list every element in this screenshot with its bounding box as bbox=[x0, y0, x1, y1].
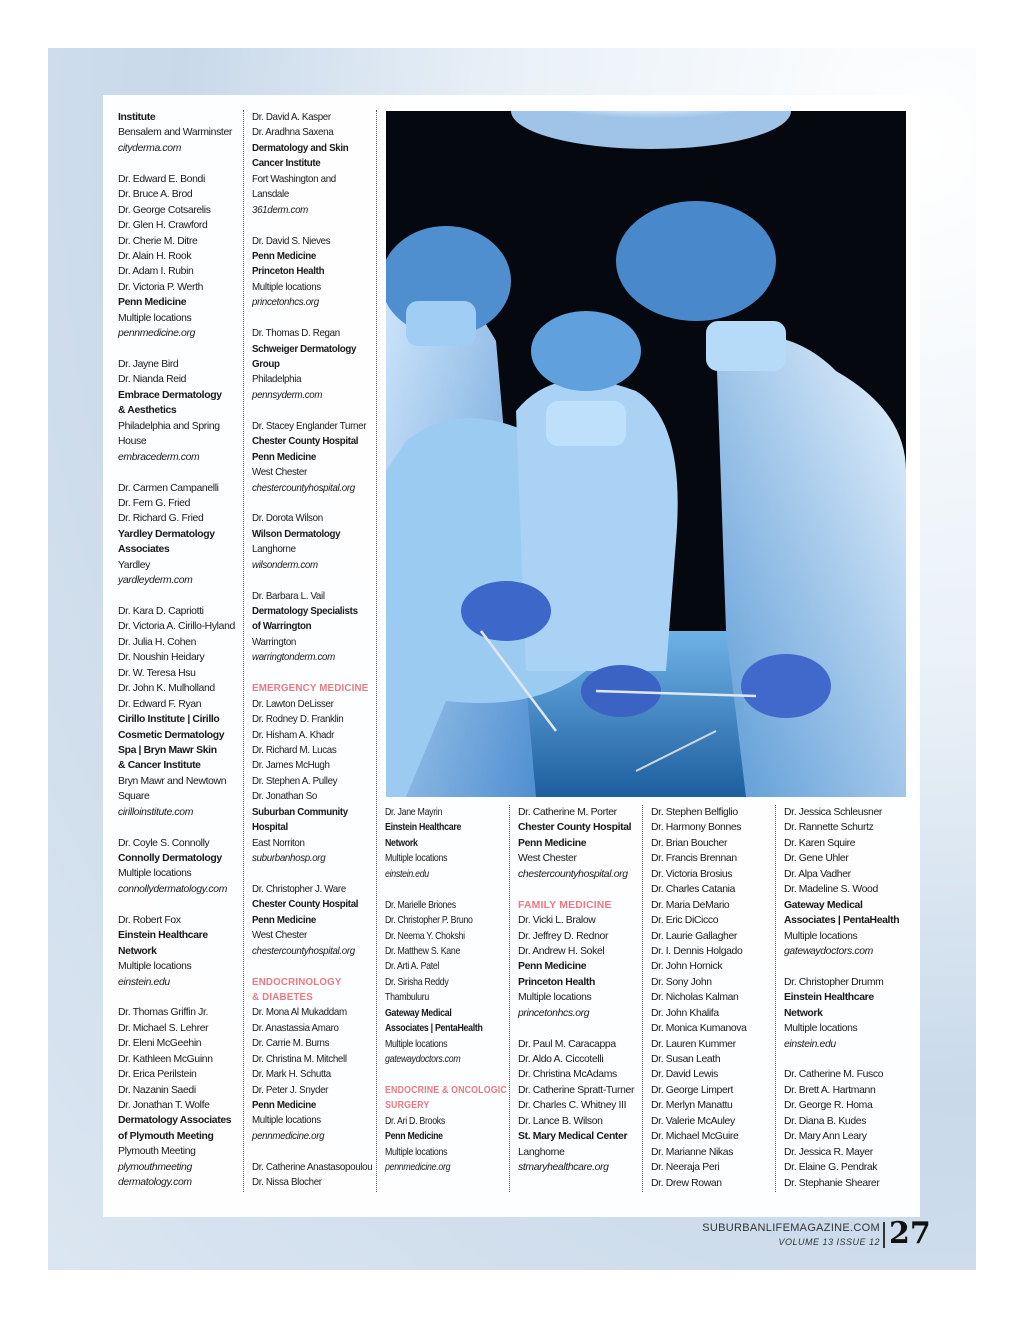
listing-line: Dr. Diana B. Kudes bbox=[784, 1115, 867, 1127]
listing-line: Dr. Eric DiCicco bbox=[651, 915, 719, 927]
listing-org: Dermatology and Skin bbox=[252, 142, 349, 154]
listing-line: Dr. Jayne Bird bbox=[118, 359, 179, 370]
listing-line: Dr. Stephanie Shearer bbox=[784, 1177, 880, 1189]
listing-line: Yardley bbox=[118, 559, 151, 571]
listing-line: Dr. Mona Al Mukaddam bbox=[252, 1007, 347, 1019]
listing-org: Embrace Dermatology bbox=[118, 389, 222, 401]
listing-line: Dr. Carrie M. Burns bbox=[252, 1038, 330, 1050]
section-heading: & DIABETES bbox=[252, 991, 313, 1003]
listing-line: Langhorne bbox=[252, 544, 296, 556]
listing-website: chestercountyhospital.org bbox=[518, 868, 628, 880]
listing-line: Dr. Vicki L. Bralow bbox=[518, 915, 596, 927]
spacer bbox=[252, 218, 365, 233]
column-5 bbox=[651, 805, 773, 1191]
listing-org: Cancer Institute bbox=[252, 158, 321, 170]
listing-line: Dr. David Lewis bbox=[651, 1069, 718, 1081]
listing-line: Dr. Mark H. Schutta bbox=[252, 1069, 331, 1081]
listing-line: Dr. Nissa Blocher bbox=[252, 1177, 322, 1189]
spacer bbox=[118, 342, 236, 357]
listing-website: pennmedicine.org bbox=[118, 328, 196, 340]
listing-line: Dr. Victoria A. Cirillo-Hyland bbox=[118, 621, 235, 633]
listing-org: Chester County Hospital bbox=[252, 899, 359, 911]
listing-org: Yardley Dermatology bbox=[118, 528, 215, 540]
listing-line: Dr. Carmen Campanelli bbox=[118, 482, 219, 494]
listing-line: Dr. George Limpert bbox=[651, 1084, 734, 1096]
listing-line: Dr. Monica Kumanova bbox=[651, 1023, 747, 1035]
listing-line: Dr. Nianda Reid bbox=[118, 374, 187, 386]
listing-line: Dr. Catherine M. Porter bbox=[518, 807, 617, 818]
spacer bbox=[784, 1052, 906, 1067]
listing-line: Dr. Lauren Kummer bbox=[651, 1038, 736, 1050]
listing-org: of Plymouth Meeting bbox=[118, 1130, 214, 1142]
listing-line: Dr. Neeraja Peri bbox=[651, 1162, 720, 1174]
listing-website: gatewaydoctors.com bbox=[784, 945, 873, 957]
listing-line: Bensalem and Warminster bbox=[118, 127, 232, 139]
listing-line: East Norriton bbox=[252, 837, 305, 849]
listing-org: Penn Medicine bbox=[252, 1100, 316, 1111]
listing-org: Princeton Health bbox=[252, 266, 325, 278]
listing-line: Dr. Alpa Vadher bbox=[784, 868, 851, 880]
listing-line: Dr. Catherine Spratt-Turner bbox=[518, 1084, 635, 1096]
listing-line: Dr. Christina M. Mitchell bbox=[252, 1053, 347, 1065]
listing-line: Dr. Catherine M. Fusco bbox=[784, 1069, 884, 1081]
listing-org: Penn Medicine bbox=[252, 451, 316, 463]
listing-line: Dr. Coyle S. Connolly bbox=[118, 837, 210, 849]
listing-line: Philadelphia and Spring bbox=[118, 420, 220, 432]
listing-line: Plymouth Meeting bbox=[118, 1146, 196, 1158]
listing-website: princetonhcs.org bbox=[252, 297, 319, 309]
listing-org: Gateway Medical bbox=[784, 899, 863, 911]
listing-line: Dr. Sirisha Reddy bbox=[385, 976, 449, 988]
spacer bbox=[385, 1067, 488, 1082]
listing-line: Dr. Michael S. Lehrer bbox=[118, 1022, 209, 1034]
listing-org: Princeton Health bbox=[518, 976, 595, 988]
listing-line: Lansdale bbox=[252, 189, 289, 201]
listing-website: princetonhcs.org bbox=[518, 1007, 590, 1019]
listing-org: Einstein Healthcare bbox=[385, 822, 462, 834]
listing-line: Dr. Kathleen McGuinn bbox=[118, 1053, 213, 1065]
spacer bbox=[118, 820, 236, 835]
listing-org: Suburban Community bbox=[252, 806, 348, 818]
listing-line: Multiple locations bbox=[118, 961, 192, 973]
listing-line: Dr. Nazanin Saedi bbox=[118, 1084, 196, 1096]
listing-line: Multiple locations bbox=[118, 312, 192, 324]
listing-line: Dr. Charles Catania bbox=[651, 884, 736, 896]
listing-org: & Aesthetics bbox=[118, 405, 177, 417]
listing-website: suburbanhosp.org bbox=[252, 853, 326, 864]
listing-line: Dr. Hisham A. Khadr bbox=[252, 729, 335, 741]
listing-line: Dr. Brian Boucher bbox=[651, 837, 728, 849]
listing-line: Dr. Alain H. Rook bbox=[118, 250, 192, 262]
listing-line: Dr. Christopher Drumm bbox=[784, 976, 884, 988]
listing-line: Dr. Laurie Gallagher bbox=[651, 930, 737, 942]
listing-line: House bbox=[118, 436, 147, 448]
listing-line: Dr. Jeffrey D. Rednor bbox=[518, 930, 609, 942]
listing-line: Dr. Edward F. Ryan bbox=[118, 698, 202, 710]
listing-line: Dr. Peter J. Snyder bbox=[252, 1084, 329, 1096]
listing-line: Dr. Cherie M. Ditre bbox=[118, 235, 198, 247]
listing-org: Penn Medicine bbox=[518, 961, 587, 973]
listing-website: pennsyderm.com bbox=[252, 389, 323, 401]
listing-org: Spa | Bryn Mawr Skin bbox=[118, 744, 217, 756]
column-2 bbox=[252, 110, 373, 1191]
listing-line: Dr. Christopher J. Ware bbox=[252, 883, 346, 895]
listing-line: Dr. Ari D. Brooks bbox=[385, 1115, 446, 1127]
footer-divider bbox=[883, 1222, 885, 1248]
listing-line: Dr. Stacey Englander Turner bbox=[252, 420, 367, 432]
listing-line: Dr. Jane Mayrin bbox=[385, 807, 443, 818]
listing-line: Dr. Brett A. Hartmann bbox=[784, 1084, 876, 1096]
listing-line: Dr. W. Teresa Hsu bbox=[118, 667, 196, 679]
listing-line: Dr. Victoria P. Werth bbox=[118, 281, 204, 293]
listing-line: Dr. Jonathan T. Wolfe bbox=[118, 1100, 210, 1111]
listing-org: of Warrington bbox=[252, 621, 312, 633]
listing-line: Dr. Jonathan So bbox=[252, 791, 317, 803]
page-number: 27 bbox=[889, 1216, 931, 1251]
listing-line: Dr. Lance B. Wilson bbox=[518, 1115, 603, 1127]
listing-org: Einstein Healthcare bbox=[784, 992, 874, 1004]
listing-line: Dr. Mary Ann Leary bbox=[784, 1131, 867, 1143]
listing-line: Dr. John K. Mulholland bbox=[118, 683, 215, 695]
listing-line: West Chester bbox=[252, 467, 307, 479]
column-1 bbox=[118, 110, 236, 1191]
listing-line: Dr. Harmony Bonnes bbox=[651, 822, 742, 834]
listing-line: Dr. Susan Leath bbox=[651, 1054, 721, 1065]
listing-line: Dr. Bruce A. Brod bbox=[118, 189, 193, 201]
column-3 bbox=[385, 805, 507, 1176]
listing-line: Dr. I. Dennis Holgado bbox=[651, 945, 743, 957]
listing-org: Group bbox=[252, 359, 280, 370]
spacer bbox=[252, 496, 365, 511]
column-divider bbox=[243, 110, 244, 1192]
listing-website: dermatology.com bbox=[118, 1177, 192, 1189]
listing-line: Multiple locations bbox=[118, 868, 192, 880]
listing-line: Dr. Andrew H. Sokel bbox=[518, 945, 605, 957]
column-6 bbox=[784, 805, 906, 1191]
listing-line: Dr. George R. Homa bbox=[784, 1100, 873, 1112]
listing-line: Dr. Rannette Schurtz bbox=[784, 822, 874, 834]
listing-org: Associates | PentaHealth bbox=[784, 915, 900, 927]
listing-line: Dr. Christina McAdams bbox=[518, 1069, 617, 1081]
listing-org: Wilson Dermatology bbox=[252, 528, 341, 540]
listing-line: West Chester bbox=[252, 930, 307, 942]
listing-website: cityderma.com bbox=[118, 142, 182, 154]
listing-line: Dr. Merlyn Manattu bbox=[651, 1100, 733, 1112]
listing-line: Dr. Christopher P. Bruno bbox=[385, 915, 473, 927]
listing-line: Dr. Dorota Wilson bbox=[252, 513, 323, 525]
spacer bbox=[118, 465, 236, 480]
listing-website: gatewaydoctors.com bbox=[385, 1054, 461, 1065]
listing-line: Dr. Gene Uhler bbox=[784, 853, 849, 865]
listing-org: Institute bbox=[118, 112, 156, 123]
listing-org: Schweiger Dermatology bbox=[252, 343, 357, 355]
listing-website: plymouthmeeting bbox=[118, 1161, 192, 1173]
listing-website: 361derm.com bbox=[252, 204, 308, 216]
section-heading: ENDOCRINOLOGY bbox=[252, 976, 342, 988]
listing-line: Dr. Thomas Griffin Jr. bbox=[118, 1007, 209, 1019]
listing-line: Multiple locations bbox=[385, 853, 448, 865]
column-divider bbox=[775, 805, 776, 1192]
listing-line: Dr. Victoria Brosius bbox=[651, 868, 733, 880]
listing-website: wilsonderm.com bbox=[252, 559, 318, 571]
listing-line: Multiple locations bbox=[385, 1146, 448, 1158]
listing-line: Dr. James McHugh bbox=[252, 760, 330, 772]
listing-line: Dr. Julia H. Cohen bbox=[118, 636, 197, 648]
listing-line: Dr. Catherine Anastasopoulou bbox=[252, 1161, 373, 1173]
listing-line: Dr. Michael McGuire bbox=[651, 1131, 739, 1143]
listing-line: Dr. Robert Fox bbox=[118, 914, 181, 926]
listing-org: Penn Medicine bbox=[118, 297, 187, 309]
listing-org: Chester County Hospital bbox=[252, 436, 359, 448]
listing-line: Dr. Stephen A. Pulley bbox=[252, 775, 338, 787]
listing-line: Multiple locations bbox=[252, 1115, 321, 1127]
listing-org: Chester County Hospital bbox=[518, 822, 632, 834]
listing-org: Associates | PentaHealth bbox=[385, 1023, 483, 1035]
listing-website: chestercountyhospital.org bbox=[252, 482, 355, 494]
listing-org: Connolly Dermatology bbox=[118, 853, 222, 864]
listing-org: & Cancer Institute bbox=[118, 760, 201, 772]
listing-line: Dr. Paul M. Caracappa bbox=[518, 1038, 616, 1050]
listing-org: Cirillo Institute | Cirillo bbox=[118, 714, 220, 726]
listing-org: Network bbox=[385, 837, 418, 849]
listing-line: Dr. Karen Squire bbox=[784, 837, 856, 849]
listing-line: Philadelphia bbox=[252, 374, 302, 386]
listing-line: Dr. Arti A. Patel bbox=[385, 961, 440, 973]
listing-line: Square bbox=[118, 791, 150, 803]
spacer bbox=[518, 1021, 640, 1036]
footer-issue: VOLUME 13 ISSUE 12 bbox=[778, 1237, 880, 1247]
listing-website: pennmedicine.org bbox=[252, 1130, 325, 1142]
listing-website: einstein.edu bbox=[385, 868, 429, 880]
spacer bbox=[252, 311, 365, 326]
column-divider bbox=[509, 805, 510, 1192]
listing-line: Dr. Nicholas Kalman bbox=[651, 992, 739, 1004]
listing-line: Dr. Glen H. Crawford bbox=[118, 220, 208, 232]
listing-line: Dr. Jessica R. Mayer bbox=[784, 1146, 873, 1158]
listing-line: Dr. Matthew S. Kane bbox=[385, 945, 461, 957]
listing-website: warringtonderm.com bbox=[252, 652, 335, 664]
section-heading: EMERGENCY MEDICINE bbox=[252, 683, 369, 695]
listing-website: chestercountyhospital.org bbox=[252, 945, 355, 957]
column-4 bbox=[518, 805, 640, 1176]
listing-line: Dr. Valerie McAuley bbox=[651, 1115, 735, 1127]
listing-line: Dr. Drew Rowan bbox=[651, 1177, 722, 1189]
listing-line: Langhorne bbox=[518, 1146, 565, 1158]
listing-line: Multiple locations bbox=[518, 992, 592, 1004]
listing-line: Dr. Madeline S. Wood bbox=[784, 884, 878, 896]
listing-line: Warrington bbox=[252, 636, 297, 648]
listing-org: Penn Medicine bbox=[252, 914, 316, 926]
listing-org: Einstein Healthcare bbox=[118, 930, 208, 942]
listing-line: Dr. Sony John bbox=[651, 976, 712, 988]
listing-website: cirilloinstitute.com bbox=[118, 806, 193, 818]
listing-line: Dr. Edward E. Bondi bbox=[118, 173, 205, 185]
listing-line: Dr. Marianne Nikas bbox=[651, 1146, 734, 1158]
column-divider bbox=[376, 110, 377, 1192]
listing-line: Dr. John Hornick bbox=[651, 961, 723, 973]
listing-line: Dr. David S. Nieves bbox=[252, 235, 331, 247]
listing-website: stmaryhealthcare.org bbox=[518, 1162, 609, 1174]
listing-line: Dr. Thomas D. Regan bbox=[252, 328, 340, 340]
listing-line: Dr. Jessica Schleusner bbox=[784, 807, 882, 818]
listing-line: Dr. Charles C. Whitney III bbox=[518, 1100, 627, 1112]
listing-line: Dr. Marielle Briones bbox=[385, 899, 456, 911]
spacer bbox=[118, 156, 236, 171]
listing-org: Penn Medicine bbox=[252, 250, 316, 262]
listing-line: Bryn Mawr and Newtown bbox=[118, 775, 227, 787]
section-heading: SURGERY bbox=[385, 1100, 430, 1112]
listing-website: einstein.edu bbox=[784, 1038, 836, 1050]
listing-line: Dr. Erica Perilstein bbox=[118, 1069, 197, 1081]
listing-line: Dr. Elaine G. Pendrak bbox=[784, 1162, 878, 1174]
listing-org: Cosmetic Dermatology bbox=[118, 729, 225, 741]
listing-line: Dr. Aradhna Saxena bbox=[252, 127, 334, 139]
listing-line: Dr. Rodney D. Franklin bbox=[252, 714, 344, 726]
listing-org: Dermatology Associates bbox=[118, 1115, 232, 1127]
listing-website: yardleyderm.com bbox=[118, 575, 193, 587]
section-heading: FAMILY MEDICINE bbox=[518, 899, 612, 911]
listing-org: Associates bbox=[118, 544, 170, 556]
column-divider bbox=[642, 805, 643, 1192]
listing-line: Dr. Anastassia Amaro bbox=[252, 1022, 339, 1034]
listing-line: Dr. Neema Y. Chokshi bbox=[385, 930, 465, 942]
listing-line: Multiple locations bbox=[252, 281, 321, 293]
spacer bbox=[518, 882, 640, 897]
listing-org: Hospital bbox=[252, 822, 288, 834]
listing-org: Network bbox=[118, 945, 157, 957]
listing-line: Dr. Richard M. Lucas bbox=[252, 744, 337, 756]
listing-line: Thambuluru bbox=[385, 992, 430, 1004]
listing-website: pennmedicine.org bbox=[385, 1162, 451, 1174]
listing-line: Dr. Aldo A. Ciccotelli bbox=[518, 1054, 604, 1065]
listing-line: Dr. Eleni McGeehin bbox=[118, 1038, 202, 1050]
listing-org: Dermatology Specialists bbox=[252, 606, 358, 617]
spacer bbox=[784, 959, 906, 974]
spacer bbox=[118, 589, 236, 604]
listing-line: Dr. Fern G. Fried bbox=[118, 497, 190, 509]
listing-line: Dr. George Cotsarelis bbox=[118, 204, 211, 216]
spacer bbox=[252, 959, 365, 974]
spacer bbox=[118, 897, 236, 912]
footer-website: SUBURBANLIFEMAGAZINE.COM bbox=[702, 1222, 880, 1234]
listing-line: Dr. Noushin Heidary bbox=[118, 652, 205, 664]
spacer bbox=[252, 1144, 365, 1159]
listing-line: Dr. John Khalifa bbox=[651, 1007, 719, 1019]
listing-line: Dr. Barbara L. Vail bbox=[252, 590, 325, 602]
listing-org: Gateway Medical bbox=[385, 1007, 452, 1019]
listing-website: embracederm.com bbox=[118, 451, 200, 463]
spacer bbox=[252, 866, 365, 881]
listing-line: Dr. Lawton DeLisser bbox=[252, 698, 334, 710]
listing-line: Multiple locations bbox=[784, 1023, 858, 1035]
section-heading: ENDOCRINE & ONCOLOGIC bbox=[385, 1084, 507, 1096]
spacer bbox=[385, 882, 488, 897]
listing-website: connollydermatology.com bbox=[118, 883, 227, 895]
listing-org: Penn Medicine bbox=[518, 837, 587, 849]
listing-line: West Chester bbox=[518, 853, 577, 865]
listing-line: Multiple locations bbox=[784, 930, 858, 942]
spacer bbox=[118, 990, 236, 1005]
surgical-team-photo bbox=[386, 111, 906, 797]
listing-org: St. Mary Medical Center bbox=[518, 1131, 628, 1143]
spacer bbox=[252, 573, 365, 588]
listing-org: Network bbox=[784, 1007, 823, 1019]
listing-line: Dr. Francis Brennan bbox=[651, 853, 737, 865]
listing-org: Penn Medicine bbox=[385, 1131, 443, 1143]
listing-line: Fort Washington and bbox=[252, 173, 336, 185]
spacer bbox=[252, 666, 365, 681]
listing-line: Dr. Stephen Belfiglio bbox=[651, 807, 738, 818]
listing-line: Multiple locations bbox=[385, 1038, 448, 1050]
listing-line: Dr. Maria DeMario bbox=[651, 899, 730, 911]
listing-line: Dr. David A. Kasper bbox=[252, 112, 331, 123]
listing-line: Dr. Kara D. Capriotti bbox=[118, 606, 204, 617]
listing-line: Dr. Adam I. Rubin bbox=[118, 266, 194, 278]
listing-website: einstein.edu bbox=[118, 976, 170, 988]
spacer bbox=[252, 403, 365, 418]
listing-line: Dr. Richard G. Fried bbox=[118, 513, 204, 525]
